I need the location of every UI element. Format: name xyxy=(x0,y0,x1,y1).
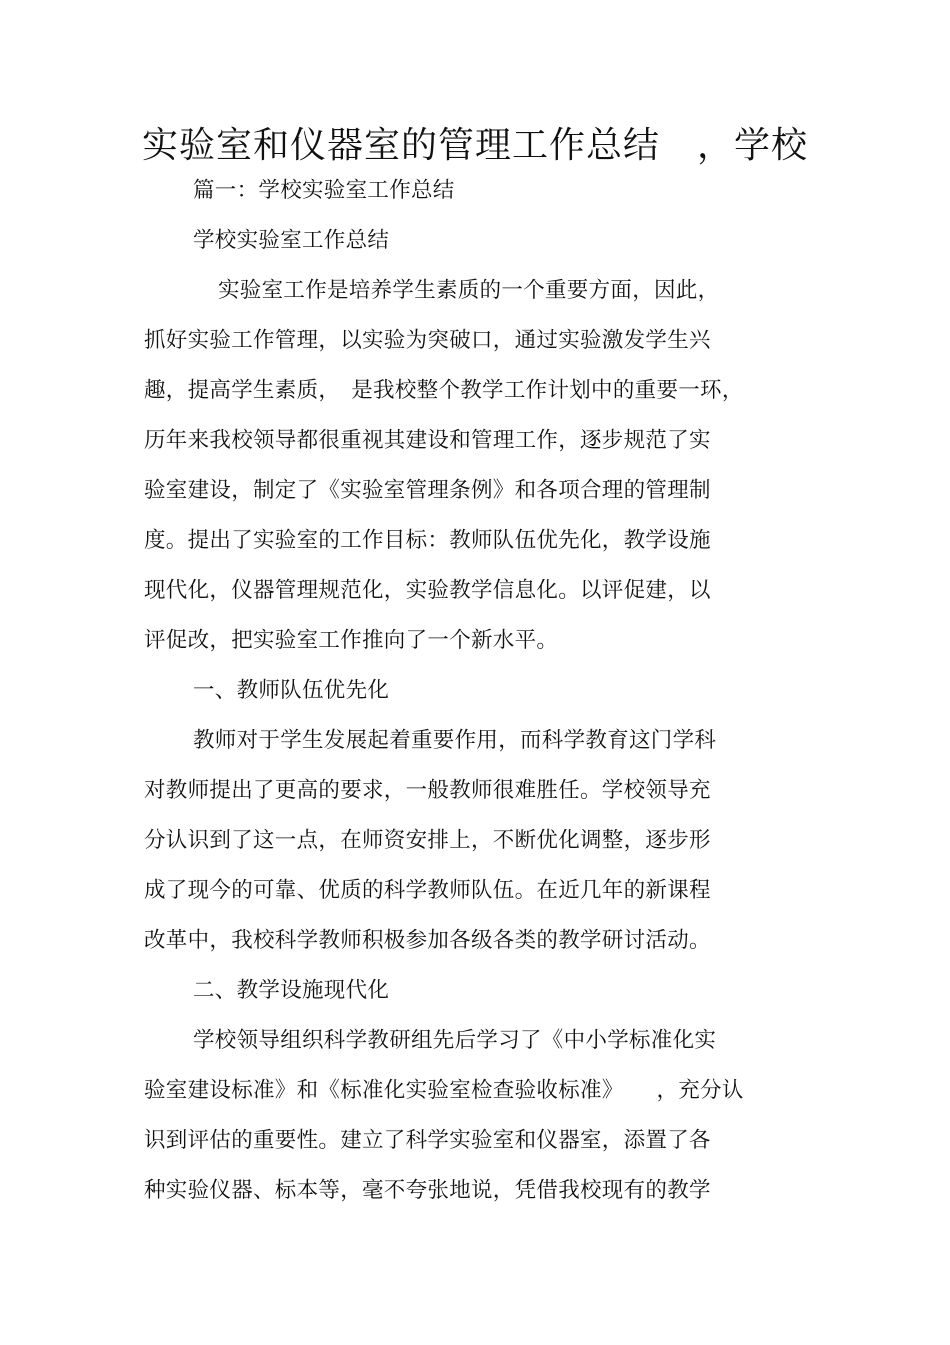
section-subheading: 学校实验室工作总结 xyxy=(193,228,390,253)
document-title: 实验室和仪器室的管理工作总结 ，学校 xyxy=(141,125,808,166)
paragraph-line: 种实验仪器、标本等，毫不夸张地说，凭借我校现有的教学 xyxy=(144,1178,711,1203)
chapter-heading: 篇一：学校实验室工作总结 xyxy=(193,178,455,203)
paragraph-line: 对教师提出了更高的要求，一般教师很难胜任。学校领导充 xyxy=(144,778,711,803)
paragraph-line: 成了现今的可靠、优质的科学教师队伍。在近几年的新课程 xyxy=(144,878,711,903)
paragraph-line: 趣，提高学生素质， 是我校整个教学工作计划中的重要一环， xyxy=(144,378,744,403)
paragraph-line: 改革中，我校科学教师积极参加各级各类的教学研讨活动。 xyxy=(144,928,711,953)
paragraph-line: 现代化，仪器管理规范化，实验教学信息化。以评促建，以 xyxy=(144,578,711,603)
section-heading: 二、教学设施现代化 xyxy=(193,978,390,1003)
paragraph-line: 教师对于学生发展起着重要作用，而科学教育这门学科 xyxy=(193,728,717,753)
paragraph-line: 验室建设，制定了《实验室管理条例》和各项合理的管理制 xyxy=(144,478,711,503)
paragraph-line: 抓好实验工作管理，以实验为突破口，通过实验激发学生兴 xyxy=(144,328,711,353)
paragraph-line: 识到评估的重要性。建立了科学实验室和仪器室，添置了各 xyxy=(144,1128,711,1153)
paragraph-line: 学校领导组织科学教研组先后学习了《中小学标准化实 xyxy=(193,1028,717,1053)
section-heading: 一、教师队伍优先化 xyxy=(193,678,390,703)
paragraph-line: 评促改，把实验室工作推向了一个新水平。 xyxy=(144,628,559,653)
paragraph-line: 验室建设标准》和《标准化实验室检查验收标准》 ，充分认 xyxy=(144,1078,744,1103)
paragraph-line: 历年来我校领导都很重视其建设和管理工作，逐步规范了实 xyxy=(144,428,711,453)
paragraph-line: 实验室工作是培养学生素质的一个重要方面，因此， xyxy=(218,278,720,303)
paragraph-line: 度。提出了实验室的工作目标：教师队伍优先化，教学设施 xyxy=(144,528,711,553)
paragraph-line: 分认识到了这一点，在师资安排上，不断优化调整，逐步形 xyxy=(144,828,711,853)
